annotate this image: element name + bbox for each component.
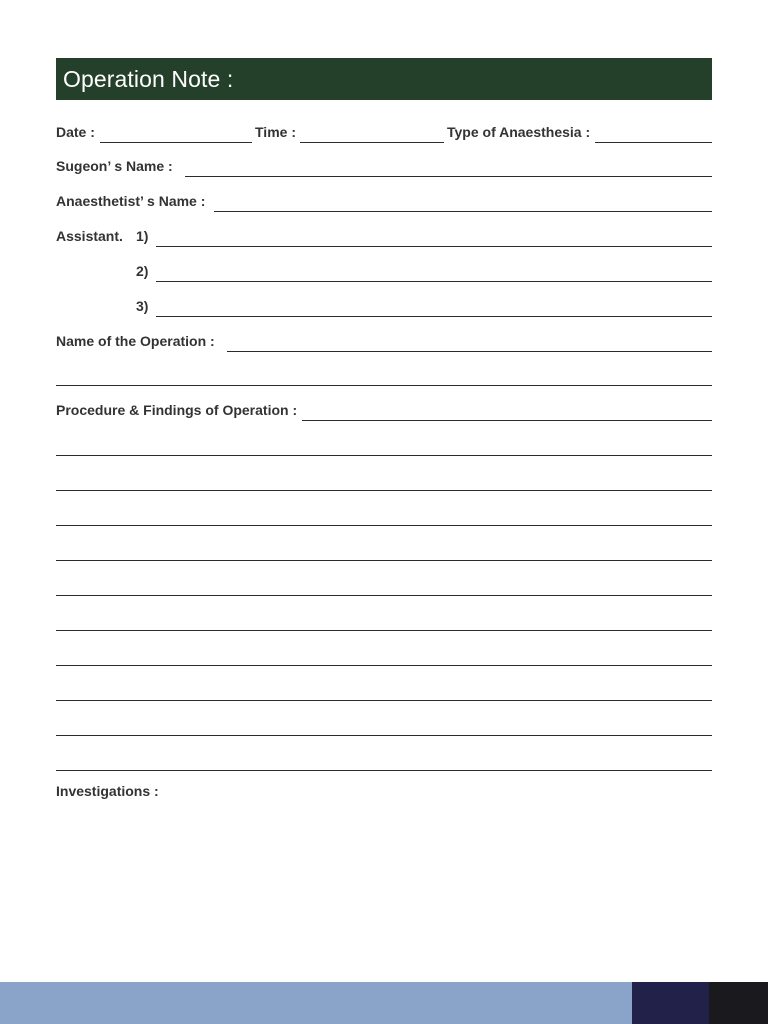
form-header-bar [56,58,712,100]
procedure-findings-field-line[interactable] [56,525,712,526]
assistant-1-label: 1) [136,228,149,244]
operation-name-field-line-2[interactable] [56,385,712,386]
procedure-line [56,644,712,666]
procedure-line [56,714,712,736]
assistant-label: Assistant. [56,228,123,244]
procedure-findings-field-line[interactable] [56,490,712,491]
procedure-line [56,504,712,526]
procedure-line [56,609,712,631]
anaesthetist-name-field[interactable] [214,211,712,212]
procedure-findings-field[interactable] [302,420,712,421]
surgeon-row [56,155,712,177]
procedure-findings-field-line[interactable] [56,770,712,771]
procedure-line [56,679,712,701]
procedure-line [56,749,712,771]
assistant-2-field[interactable] [156,281,712,282]
footer-band-dark [709,982,768,1024]
procedure-findings-field-line[interactable] [56,595,712,596]
time-field[interactable] [300,142,444,143]
assistant-1-field[interactable] [156,246,712,247]
assistant-3-label: 3) [136,298,149,314]
procedure-findings-label: Procedure & Findings of Operation : [56,402,298,418]
assistant-row-1 [56,225,712,247]
date-field[interactable] [100,142,252,143]
operation-name-label: Name of the Operation : [56,333,215,349]
footer-band-light [0,982,632,1024]
operation-name-field[interactable] [227,351,712,352]
assistant-3-field[interactable] [156,316,712,317]
time-label: Time : [255,124,296,140]
procedure-findings-field-line[interactable] [56,700,712,701]
surgeon-name-label: Sugeon’ s Name : [56,158,173,174]
anaesthetist-row [56,190,712,212]
investigations-label: Investigations : [56,783,159,799]
operation-name-row [56,330,712,352]
assistant-row-3 [56,295,712,317]
procedure-findings-field-line[interactable] [56,630,712,631]
operation-name-continuation [56,364,712,386]
procedure-row [56,399,712,421]
date-time-row [56,121,712,143]
procedure-line [56,539,712,561]
procedure-line [56,574,712,596]
anaesthesia-type-label: Type of Anaesthesia : [447,124,591,140]
procedure-line [56,434,712,456]
procedure-findings-field-line[interactable] [56,560,712,561]
procedure-findings-field-line[interactable] [56,455,712,456]
anaesthesia-type-field[interactable] [595,142,712,143]
assistant-row-2 [56,260,712,282]
procedure-line [56,469,712,491]
form-title: Operation Note : [63,65,234,92]
investigations-row [56,780,712,802]
date-label: Date : [56,124,95,140]
procedure-findings-field-line[interactable] [56,665,712,666]
surgeon-name-field[interactable] [185,176,712,177]
anaesthetist-name-label: Anaesthetist’ s Name : [56,193,206,209]
footer-band-navy [632,982,709,1024]
procedure-findings-field-line[interactable] [56,735,712,736]
assistant-2-label: 2) [136,263,149,279]
